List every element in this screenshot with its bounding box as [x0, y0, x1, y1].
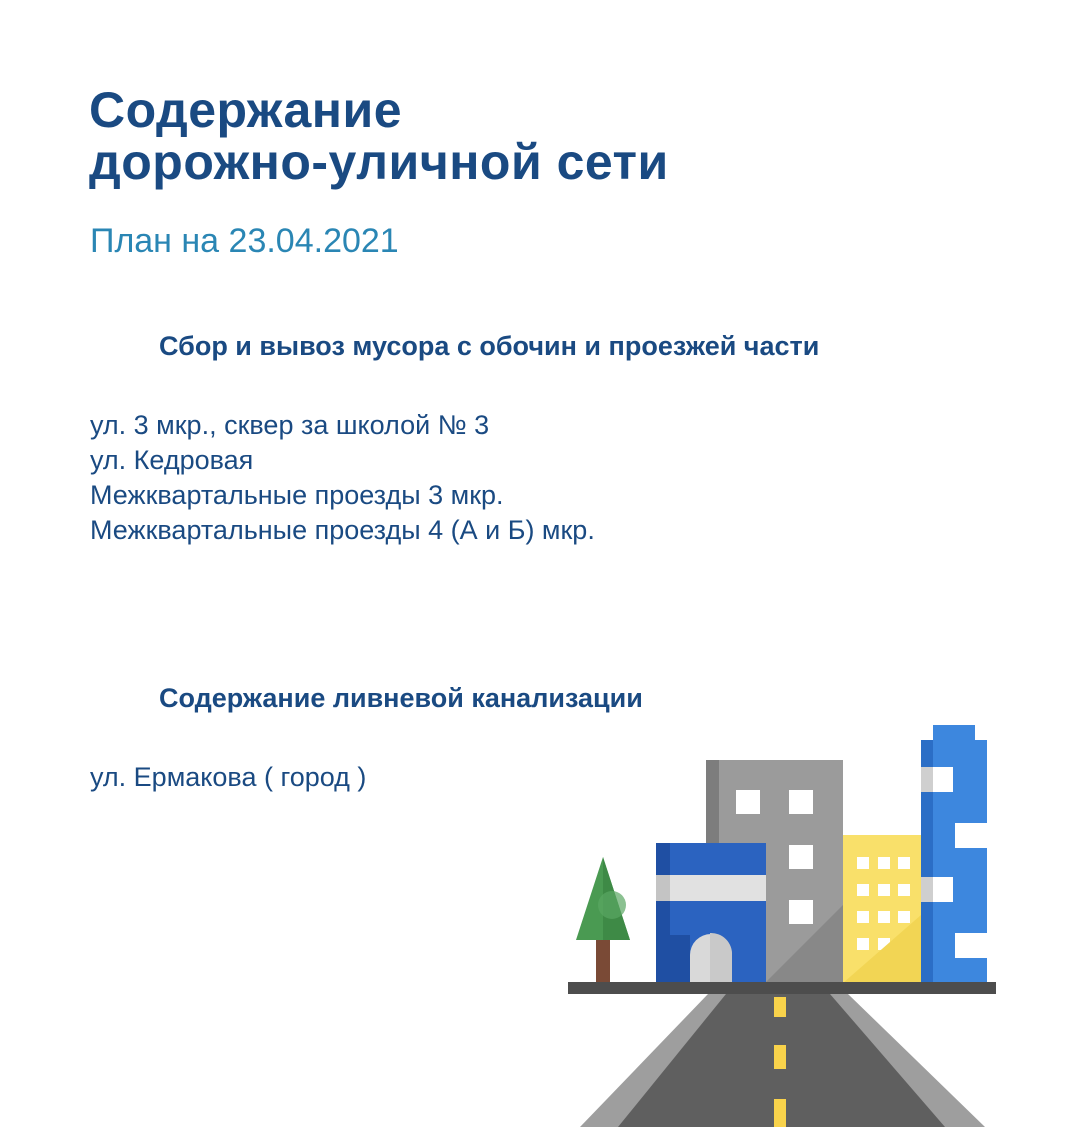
list-item: ул. Ермакова ( город ): [90, 762, 367, 792]
section-heading-garbage: Сбор и вывоз мусора с обочин и проезжей части: [159, 331, 820, 361]
title-line-2: дорожно-уличной сети: [89, 134, 669, 190]
city-road-illustration: [560, 715, 1000, 1127]
title-line-1: Содержание: [89, 82, 403, 138]
front-building-icon: [656, 843, 766, 983]
ground-strip: [568, 982, 996, 994]
road-icon: [580, 994, 985, 1127]
tree-icon: [576, 857, 630, 983]
section-heading-drainage: Содержание ливневой канализации: [159, 683, 643, 713]
list-item: ул. Кедровая: [90, 445, 254, 475]
list-item: ул. 3 мкр., сквер за школой № 3: [90, 410, 490, 440]
drainage-street-list: [90, 760, 366, 795]
page-title: [89, 84, 669, 188]
list-item: Межквартальные проезды 4 (А и Б) мкр.: [90, 515, 595, 545]
yellow-building-icon: [843, 835, 921, 983]
skyscraper-icon: [921, 725, 987, 983]
plan-date: План на 23.04.2021: [90, 222, 399, 260]
garbage-street-list: [90, 408, 595, 548]
list-item: Межквартальные проезды 3 мкр.: [90, 480, 504, 510]
